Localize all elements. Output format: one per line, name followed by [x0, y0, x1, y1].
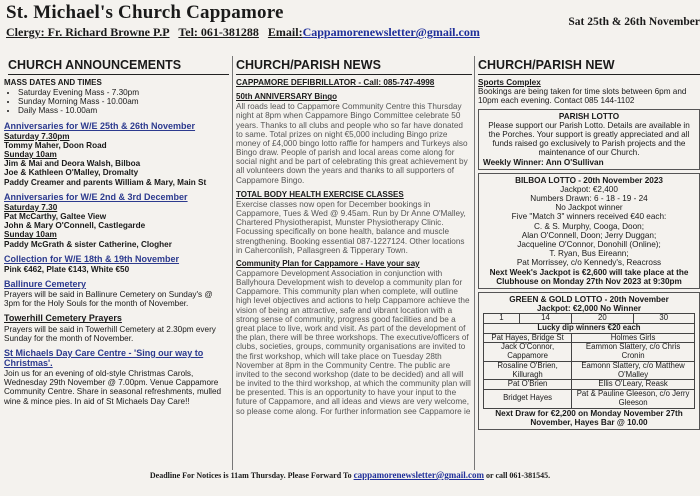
gg-winner: Eammon Slattery, c/o Chris Cronin — [572, 343, 695, 361]
towerhill-heading: Towerhill Cemetery Prayers — [4, 313, 122, 324]
mass-heading: MASS DATES AND TIMES — [4, 78, 102, 87]
exercise-text: Exercise classes now open for December bookings in Cappamore, Tues & Wed @ 9.45am. Run by Dr Anne O'Malley, Chartered Physiotherapist, Munster Physiotherapy Clinic. Focussing specifically on bone health, balance and muscle strengthening. Booking essential 087-1227124. Other locations in Caherconlish, Pallasgreen & Tipperary Town. — [236, 199, 466, 255]
gg-winner: Pat & Pauline Gleeson, c/o Jerry Gleeson — [572, 390, 695, 408]
bilboa-heading: BILBOA LOTTO - 20th November 2023 — [515, 175, 663, 185]
news-column — [236, 58, 472, 468]
bilboa-lotto-box — [478, 173, 700, 289]
clergy-name: Clergy: Fr. Richard Browne P.P — [6, 25, 170, 39]
anniversary-line: Saturday 7.30pm — [4, 131, 70, 141]
column-divider — [474, 56, 475, 470]
bilboa-line: Five "Match 3" winners received €40 each: — [511, 212, 667, 222]
gg-table — [483, 313, 695, 408]
parish-lotto-box — [478, 109, 700, 170]
anniversary-line: Pat McCarthy, Galtee View — [4, 211, 107, 221]
community-plan-text: Cappamore Development Association in conjunction with Ballyhoura Development wish to develop a community plan for Cappamore. This community plan when complete, will outline high level objectives and actions to help Cappamore achieve the vision of being an attractive, safe and vibrant location with a strong sense of community, progress good facilities and be a great place to live, work and visit. As part of the development of the plan, there will be three workshops. The executive/officers of clubs, societies, groups, community organisations are invited to the first workshop, which will take place on Tuesday 28th November at 8pm in the Community Centre. The public are invited to the second workshop (date to be decided) and all will be invited to the third workshop, at which the community plan will be presented. This is an opportunity to have your input to the future of Cappamore, and all ideas and views are very welcome, so please come along. For further information see Cappamore ie — [236, 268, 471, 416]
anniversary-line: Joe & Kathleen O'Malley, Dromalty — [4, 168, 139, 178]
parish-lotto-text: Please support our Parish Lotto. Details are available in the Porches. Your support is greatly appreciated and all funds raised go exclusively to Parish projects and the maintenance of our Church. — [488, 120, 690, 158]
parish-column — [478, 58, 700, 468]
gg-winner: Holmes Girls — [572, 333, 695, 343]
weekly-winner: Weekly Winner: Ann O'Sullivan — [483, 157, 604, 167]
sports-heading: Sports Complex — [478, 78, 541, 87]
bingo-text: All roads lead to Cappamore Community Centre this Thursday night at 8pm when Cappamore Bingo Committee celebrate 50 years. Thanks to all clubs and people who so far have donated to same. Total prizes on night €5,000 including Bingo prize money of £4,000 bingo lotto raffle for hampers and Turkeys also Bingo draw. People of parish and local areas come along for social night and be part of celebrating this great achievement by all volunteers down the years and thanks to all supporters of Cappamore Bingo. — [236, 102, 468, 185]
table-row — [484, 390, 695, 408]
mass-item: • Saturday Evening Mass - 7.30pm — [18, 88, 229, 97]
header — [6, 2, 700, 40]
parish-heading: CHURCH/PARISH NEW — [478, 58, 700, 75]
footer-deadline: Deadline For Notices is 11am Thursday. Please Forward To — [149, 471, 352, 480]
gg-winner: Bridget Hayes — [484, 390, 572, 408]
gg-number: 20 — [572, 314, 633, 324]
anniversary-line: Sunday 10am — [4, 149, 57, 159]
anniversary-line: Paddy McGrath & sister Catherine, Clogher — [4, 239, 172, 249]
gg-lucky-dip: Lucky dip winners €20 each — [484, 324, 695, 334]
email-label: Email: — [267, 25, 303, 39]
anniversaries-list — [4, 203, 229, 249]
anniversaries-list — [4, 132, 229, 187]
towerhill-text: Prayers will be said in Towerhill Cemetery at 2.30pm every Sunday for the month of November. — [4, 324, 216, 343]
column-divider — [232, 56, 233, 470]
page-title: St. Michael's Church Cappamore — [6, 2, 284, 23]
ballinure-text: Prayers will be said in Ballinure Cemetery on Sunday's @ 3pm for the Holy Souls for the month of November. — [4, 290, 213, 309]
footer-phone: or call 061-381545. — [486, 471, 551, 480]
anniversary-line: Paddy Creamer and parents William & Mary, Main St — [4, 177, 207, 187]
anniversary-line: Jim & Mai and Deora Walsh, Bilboa — [4, 159, 141, 169]
bilboa-line: Jackpot: €2,400 — [560, 184, 618, 194]
anniversary-line: John & Mary O'Connell, Castlegarde — [4, 221, 146, 231]
bilboa-line: T. Ryan, Bus Eireann; — [549, 249, 629, 259]
bilboa-line: No Jackpot winner — [555, 203, 623, 213]
parish-lotto-heading: PARISH LOTTO — [558, 111, 620, 121]
gg-number: 14 — [519, 314, 571, 324]
exercise-heading: TOTAL BODY HEALTH EXERCISE CLASSES — [236, 189, 404, 199]
community-plan-heading: Community Plan for Cappamore - Have your say — [236, 258, 420, 268]
daycare-heading: St Michaels Day Care Centre - 'Sing our way to Christmas'. — [4, 347, 204, 368]
mass-list — [4, 88, 229, 116]
anniversaries-heading: Anniversaries for W/E 25th & 26th November — [4, 120, 196, 131]
green-gold-lotto-box — [478, 292, 700, 430]
mass-item: • Daily Mass - 10.00am — [18, 106, 229, 115]
gg-winner: Jack O'Connor, Cappamore — [484, 343, 572, 361]
sports-text: Bookings are being taken for time slots between 6pm and 10pm each evening. Contact 085 144-1102 — [478, 87, 687, 106]
table-row — [484, 361, 695, 379]
gg-next-draw: Next Draw for €2,200 on Monday November 27th November, Hayes Bar @ 10.00 — [495, 408, 683, 427]
gg-heading: GREEN & GOLD LOTTO - 20th November — [509, 294, 669, 304]
announcements-column — [4, 58, 229, 468]
ballinure-heading: Ballinure Cemetery — [4, 279, 87, 289]
parish-phone: Tel: 061-381288 — [178, 25, 259, 39]
anniversary-line: Tommy Maher, Doon Road — [4, 140, 107, 150]
mass-item: • Sunday Morning Mass - 10.00am — [18, 97, 229, 106]
defibrillator-heading: CAPPAMORE DEFIBRILLATOR - Call: 085-747-4998 — [236, 78, 435, 87]
gg-number: 30 — [633, 314, 694, 324]
table-row — [484, 343, 695, 361]
bilboa-line: C. & S. Murphy, Cooga, Doon; — [534, 221, 644, 231]
gg-winner: Pat O'Brien — [484, 380, 572, 390]
announcements-heading: CHURCH ANNOUNCEMENTS — [8, 58, 229, 75]
anniversary-line: Saturday 7.30 — [4, 202, 58, 212]
bilboa-line: Numbers Drawn: 6 - 18 - 19 - 24 — [530, 194, 648, 204]
anniversary-line: Sunday 10am — [4, 230, 57, 240]
daycare-text: Join us for an evening of old-style Christmas Carols, Wednesday 29th November @ 7.00pm. Venue Cappamore Community Centre. Share in seasonal refreshments, mulled wine & mince pies. In aid of St Michaels Day Care!! — [4, 369, 222, 406]
issue-date: Sat 25th & 26th November — [568, 16, 700, 28]
footer — [0, 470, 700, 480]
gg-winner: Rosaline O'Brien, Killuragh — [484, 361, 572, 379]
gg-winner: Eamonn Slattery, c/o Matthew O'Malley — [572, 361, 695, 379]
collection-heading: Collection for W/E 18th & 19th November — [4, 253, 180, 264]
gg-winner: Pat Hayes, Bridge St — [484, 333, 572, 343]
header-email-link[interactable]: Cappamorenewsletter@gmail.com — [302, 25, 480, 39]
bilboa-line: Jacqueline O'Connor, Donohill (Online); — [517, 240, 661, 249]
anniversaries-heading: Anniversaries for W/E 2nd & 3rd December — [4, 191, 188, 202]
bingo-heading: 50th ANNIVERSARY Bingo — [236, 92, 338, 102]
bilboa-line: Alan O'Connell, Doon; Jerry Duggan; — [521, 230, 657, 240]
gg-jackpot: Jackpot: €2,000 No Winner — [536, 304, 642, 314]
bilboa-next-jackpot: Next Week's Jackpot is €2,600 will take place at the Clubhouse on Monday 27th Nov 2023 at 9:30pm — [489, 267, 689, 286]
gg-number: 1 — [484, 314, 520, 324]
footer-email-link[interactable]: cappamorenewsletter@gmail.com — [353, 470, 485, 480]
news-heading: CHURCH/PARISH NEWS — [236, 58, 472, 75]
gg-winner: Ellis O'Leary, Reask — [572, 380, 695, 390]
collection-text: Pink €462, Plate €143, White €50 — [4, 264, 130, 274]
bilboa-line: Pat Morrissey, c/o Kennedy's, Reacross — [516, 258, 662, 268]
